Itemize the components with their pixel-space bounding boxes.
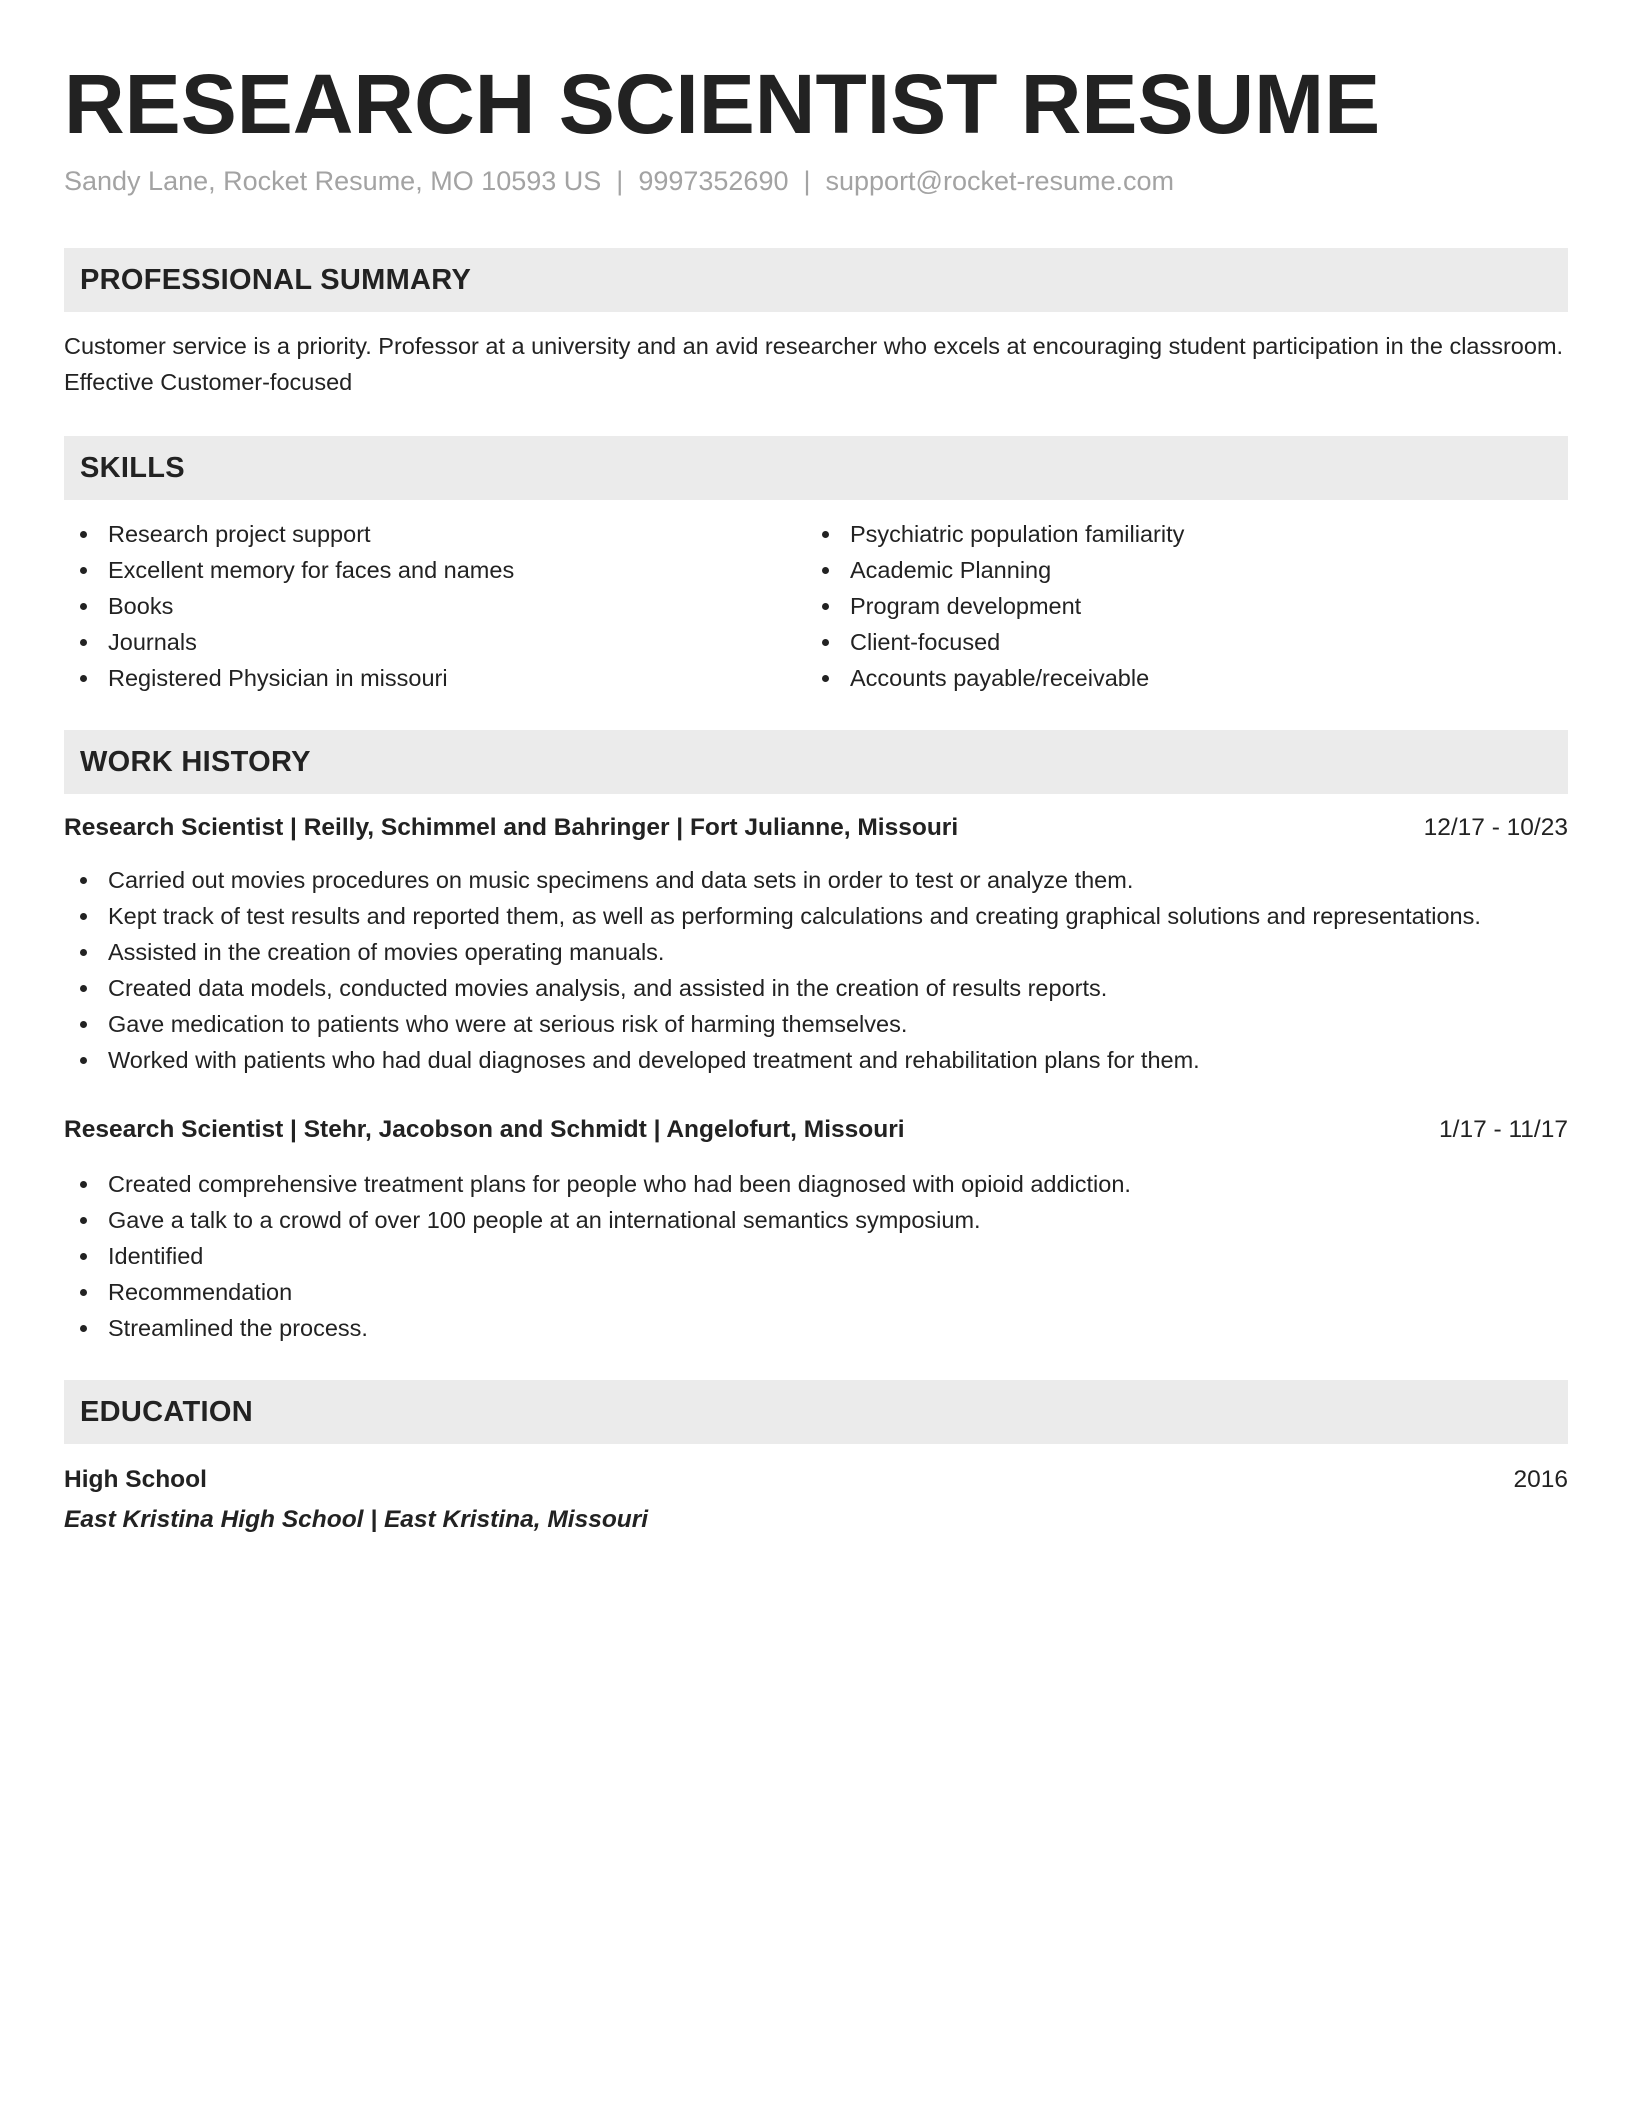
summary-text: Customer service is a priority. Professor at a university and an avid researcher who excels at encouraging student participation in the classroom. Effective Customer-focused xyxy=(64,333,1564,395)
bullet-icon xyxy=(80,1253,87,1260)
skill-item: Academic Planning xyxy=(806,552,1548,588)
bullet-icon xyxy=(822,603,829,610)
bullet-icon xyxy=(822,675,829,682)
job-title: Research Scientist | Stehr, Jacobson and Schmidt | Angelofurt, Missouri xyxy=(64,1116,905,1143)
job-bullet: Worked with patients who had dual diagnoses and developed treatment and rehabilitation plans for them. xyxy=(64,1042,1568,1078)
bullet-icon xyxy=(80,949,87,956)
bullet-icon xyxy=(80,1057,87,1064)
job-bullet: Streamlined the process. xyxy=(64,1310,1568,1346)
bullet-icon xyxy=(80,1021,87,1028)
job-dates: 1/17 - 11/17 xyxy=(1439,1116,1568,1143)
skill-item: Client-focused xyxy=(806,624,1548,660)
contact-line xyxy=(64,164,1568,198)
job-heading xyxy=(64,810,1568,846)
skill-item: Registered Physician in missouri xyxy=(64,660,806,696)
job-bullet: Carried out movies procedures on music specimens and data sets in order to test or analyze them. xyxy=(64,862,1568,898)
job-entry xyxy=(64,810,1568,1078)
job-bullet: Identified xyxy=(64,1238,1568,1274)
contact-phone: 9997352690 xyxy=(638,166,789,196)
bullet-icon xyxy=(822,531,829,538)
skill-item: Psychiatric population familiarity xyxy=(806,516,1548,552)
job-bullets xyxy=(64,1166,1568,1346)
resume-title: RESEARCH SCIENTIST RESUME xyxy=(64,57,1381,151)
job-title: Research Scientist | Reilly, Schimmel and Bahringer | Fort Julianne, Missouri xyxy=(64,814,959,841)
education-heading xyxy=(64,1462,1568,1498)
job-bullet: Kept track of test results and reported them, as well as performing calculations and creating graphical solutions and representations. xyxy=(64,898,1568,934)
bullet-icon xyxy=(80,567,87,574)
skills-column-left xyxy=(64,516,806,696)
job-bullets xyxy=(64,862,1568,1078)
skill-item: Accounts payable/receivable xyxy=(806,660,1548,696)
bullet-icon xyxy=(80,603,87,610)
skill-item: Research project support xyxy=(64,516,806,552)
contact-separator: | xyxy=(616,166,624,196)
bullet-icon xyxy=(80,639,87,646)
bullet-icon xyxy=(822,639,829,646)
bullet-icon xyxy=(80,1325,87,1332)
education-year: 2016 xyxy=(1513,1466,1568,1493)
bullet-icon xyxy=(80,877,87,884)
job-bullet: Gave a talk to a crowd of over 100 people at an international semantics symposium. xyxy=(64,1202,1568,1238)
skill-item: Program development xyxy=(806,588,1548,624)
skills-column-right xyxy=(806,516,1548,696)
skill-item: Excellent memory for faces and names xyxy=(64,552,806,588)
bullet-icon xyxy=(822,567,829,574)
education-school: East Kristina High School | East Kristina, Missouri xyxy=(64,1506,649,1533)
contact-email: support@rocket-resume.com xyxy=(825,166,1175,196)
job-bullet: Created comprehensive treatment plans for people who had been diagnosed with opioid addiction. xyxy=(64,1166,1568,1202)
contact-separator: | xyxy=(803,166,811,196)
bullet-icon xyxy=(80,531,87,538)
section-header-professional-summary: PROFESSIONAL SUMMARY xyxy=(64,248,1568,312)
section-header-skills: SKILLS xyxy=(64,436,1568,500)
section-header-work-history: WORK HISTORY xyxy=(64,730,1568,794)
bullet-icon xyxy=(80,1181,87,1188)
skill-item: Journals xyxy=(64,624,806,660)
bullet-icon xyxy=(80,675,87,682)
section-header-education: EDUCATION xyxy=(64,1380,1568,1444)
bullet-icon xyxy=(80,913,87,920)
job-bullet: Assisted in the creation of movies operating manuals. xyxy=(64,934,1568,970)
education-degree: High School xyxy=(64,1466,207,1493)
job-heading xyxy=(64,1112,1568,1148)
bullet-icon xyxy=(80,985,87,992)
bullet-icon xyxy=(80,1289,87,1296)
contact-address: Sandy Lane, Rocket Resume, MO 10593 US xyxy=(64,166,602,196)
job-bullet: Recommendation xyxy=(64,1274,1568,1310)
resume-page xyxy=(64,58,1568,1538)
job-entry xyxy=(64,1112,1568,1346)
skill-item: Books xyxy=(64,588,806,624)
job-dates: 12/17 - 10/23 xyxy=(1423,814,1568,841)
job-bullet: Created data models, conducted movies analysis, and assisted in the creation of results reports. xyxy=(64,970,1568,1006)
skills-list xyxy=(64,516,1568,696)
bullet-icon xyxy=(80,1217,87,1224)
job-bullet: Gave medication to patients who were at serious risk of harming themselves. xyxy=(64,1006,1568,1042)
